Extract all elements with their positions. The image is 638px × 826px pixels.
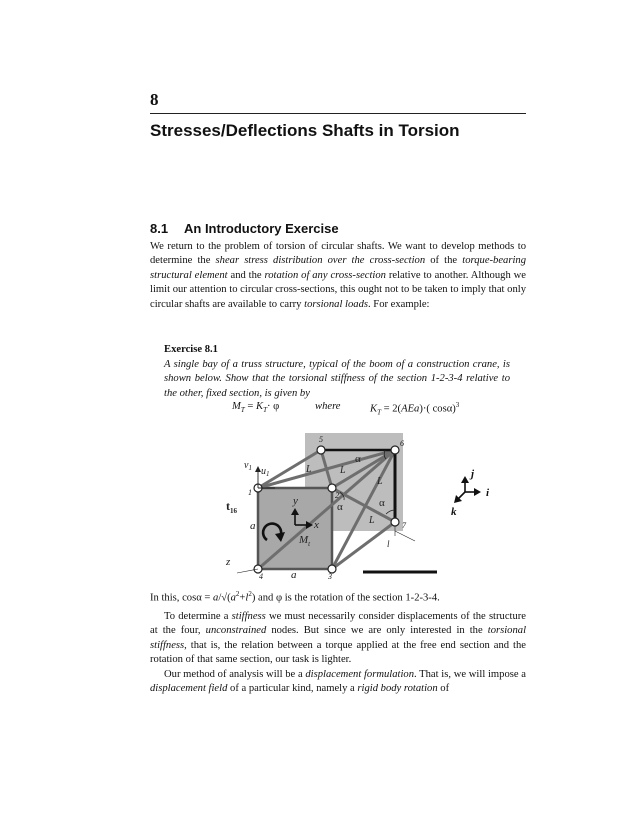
- node-6: [391, 446, 399, 454]
- eq-equals-1: =: [244, 401, 257, 412]
- unit-i-label: i: [486, 487, 490, 499]
- eq-moment-sub: T: [240, 406, 245, 415]
- paragraph-3: [150, 668, 526, 697]
- exercise-body: A single bay of a truss structure, typical of the boom of a construction crane, is shown below. Show that the torsional stiffness of the section 1-2-3-4 relative to the other, fixed section, is given by: [164, 359, 510, 399]
- eq-k-symbol: K: [256, 401, 264, 412]
- j-arrowhead: [461, 476, 469, 483]
- eq-k-sub: T: [263, 406, 267, 415]
- y-axis-label: y: [293, 495, 298, 507]
- truss-figure: [215, 430, 505, 580]
- intro-emph-2: torque-bearing structural element: [150, 255, 526, 281]
- angle-label-2: α: [337, 501, 343, 513]
- node-label-1: 1: [248, 488, 252, 497]
- moment-label: $M_t$: [299, 534, 311, 548]
- para3-emph-1: displacement formulation: [305, 669, 414, 680]
- angle-label-1: α: [355, 453, 361, 465]
- exercise-title: Exercise 8.1: [164, 344, 218, 355]
- para2-text-2: we must necessarily consider displacements of the structure at the four,: [150, 611, 527, 637]
- node-7: [391, 518, 399, 526]
- para3-emph-2: displacement field: [150, 683, 228, 695]
- eq-rhs-1: = 2(: [380, 403, 402, 415]
- eq-k2-sub: T: [377, 408, 381, 417]
- para3-text-4: of: [437, 683, 450, 695]
- member-label-l-1: L: [306, 464, 312, 475]
- intro-text-2: of the: [425, 255, 463, 267]
- caption-text-2: /√(: [218, 592, 231, 604]
- unit-j-label: j: [471, 468, 475, 480]
- equation-where: where: [315, 401, 341, 412]
- section-heading: [150, 221, 339, 236]
- para2-text-4: , that is, the relation between a torque applied at the free end section and the rotation of that same section, our task is lighter.: [150, 639, 526, 666]
- chapter-number: 8: [150, 90, 159, 109]
- node-label-7: 7: [402, 521, 406, 530]
- para2-emph-1: stiffness: [231, 611, 266, 622]
- para2-text-1: To determine a: [164, 611, 232, 622]
- para2-emph-3: torsional stiffness: [150, 625, 527, 651]
- node-label-4: 4: [259, 572, 263, 580]
- dim-line-l: [395, 531, 415, 541]
- chapter-title: Stresses/Deflections Shafts in Torsion: [150, 121, 460, 140]
- eq-rhs-2: )·( cosα): [419, 403, 456, 415]
- figure-caption: In this, $\cos\alpha = a/√(a^2+l^2)$ and φ is the rotation of the section 1-2-3-4.: [150, 590, 440, 604]
- section-number: 8.1: [150, 221, 169, 236]
- length-label-l: l: [387, 539, 390, 549]
- member-label-l-3: L: [377, 476, 383, 487]
- unit-k-label: k: [451, 506, 457, 518]
- v1-label: $v_1$: [244, 460, 252, 472]
- eq-moment-symbol: M: [232, 401, 241, 412]
- caption-plus: +: [239, 592, 246, 604]
- para3-text-3: of a particular kind, namely a: [227, 683, 358, 695]
- node-label-6: 6: [400, 439, 404, 448]
- intro-emph-4: torsional loads: [304, 298, 368, 310]
- caption-a2: a: [230, 592, 236, 604]
- section-title: An Introductory Exercise: [184, 221, 339, 236]
- eq-phi: · φ: [267, 401, 280, 412]
- caption-text-1: In this, cosα =: [150, 592, 214, 604]
- para3-emph-3: rigid body rotation: [357, 683, 438, 695]
- i-arrowhead: [474, 488, 481, 496]
- node-5: [317, 446, 325, 454]
- eq-aea: AEa: [401, 403, 420, 415]
- para2-text-3: nodes. But since we are only interested in the: [266, 625, 488, 637]
- node-label-5: 5: [319, 435, 323, 444]
- node-label-2: 2: [335, 491, 339, 500]
- angle-label-3: α: [379, 497, 385, 509]
- intro-text-3: and the: [227, 269, 265, 281]
- intro-text-1: We return to the problem of torsion of circular shafts. We want to develop methods to determine the: [150, 241, 526, 267]
- equation-lhs: [232, 401, 279, 414]
- paragraph-2: [150, 610, 526, 668]
- side-label-a-1: a: [250, 520, 256, 532]
- x-axis-label: x: [314, 519, 319, 531]
- node-label-3: 3: [328, 572, 332, 580]
- member-label-l-2: L: [340, 465, 346, 476]
- para3-text-1: Our method of analysis will be a: [164, 669, 306, 680]
- caption-a: a: [213, 592, 219, 604]
- chapter-rule: [150, 113, 526, 114]
- intro-emph-3: rotation of any cross-section: [264, 269, 386, 281]
- equation-rhs: [370, 401, 459, 417]
- intro-text-5: . For example:: [368, 298, 430, 310]
- z-axis-label: z: [226, 556, 231, 568]
- intro-text-4: relative to another. Although we limit our attention to circular cross-sections, this ought not to be taken to imply that only circular shafts are available to carry: [150, 269, 526, 310]
- member-label-l-4: L: [369, 515, 375, 526]
- caption-l2: l: [245, 592, 249, 604]
- force-label-t16: $t_{16}$: [226, 499, 237, 515]
- intro-emph-1: shear stress distribution over the cross-section: [215, 255, 426, 267]
- side-label-a-2: a: [291, 569, 297, 580]
- eq-k2-symbol: K: [370, 403, 378, 415]
- intro-paragraph: [150, 240, 526, 312]
- eq-exponent: 3: [455, 401, 460, 409]
- para3-text-2: . That is, we will impose a: [414, 669, 526, 680]
- caption-text-3: ) and φ is the rotation of the section 1-2-3-4.: [251, 592, 440, 604]
- u1-label: $u_1$: [261, 466, 270, 478]
- para2-emph-2: unconstrained: [205, 625, 267, 637]
